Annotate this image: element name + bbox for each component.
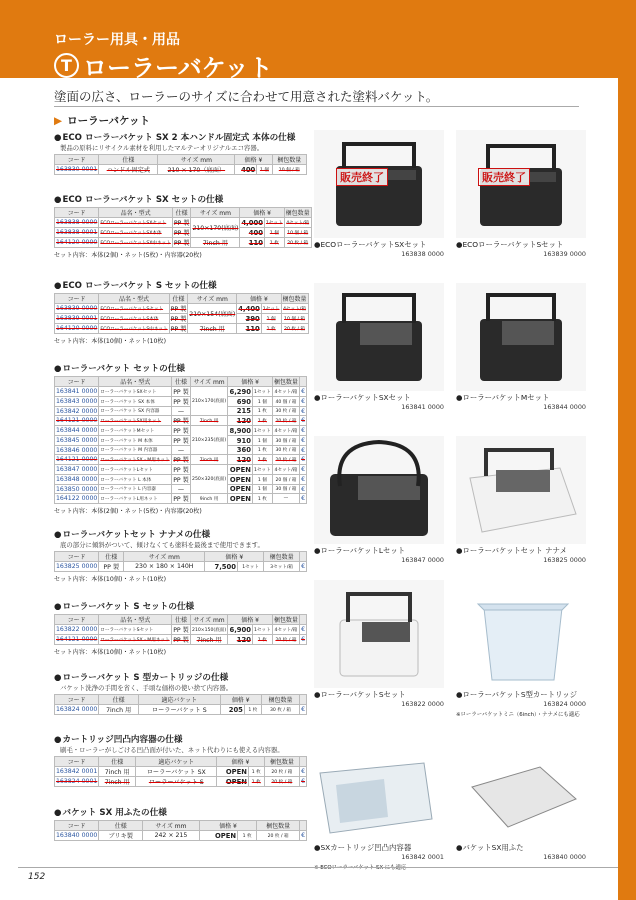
page-header	[0, 0, 636, 82]
table-row: 163842 0000 ローラーバケット SX 内容器 — 215 1 枚 30 枚 / 箱 €	[56, 407, 305, 415]
spec-block-lid: ●バケット SX 用ふたの仕様 コード 仕様 サイズ mm 価格 ¥ 梱包数量 163840 0000 ブリキ製 242 × 215 OPEN 1 枚 20 枚 / 箱 €	[54, 808, 305, 840]
product-name: ●ECOローラーバケットSXセット	[314, 240, 427, 249]
spec-table: コード 仕様 サイズ mm 価格 ¥ 梱包数量 163830 0001 ハンドル固定式 210 × 170（底面） 400 1 個 10 個 / 箱	[54, 154, 307, 175]
table-row: 163839 0000 ECOローラーバケットSセット PP 製 210×154(底面) 4,400 1セット 4セット/箱	[55, 304, 309, 314]
product-name: ●ECOローラーバケットSセット	[456, 240, 564, 249]
table-row: 163824 0001 7inch 用 ローラーバケット S OPEN 1 枚 20 枚 / 箱 €	[56, 777, 305, 786]
product-eco-s-set: 販売終了 ●ECOローラーバケットSセット 163839 0000	[456, 130, 586, 258]
t-mark-icon: T	[54, 53, 79, 78]
spec-block-s-set: ●ローラーバケット S セットの仕様 コード 品名・型式 仕様 サイズ mm 価格 ¥ 梱包数量 163822 0000 ローラーバケットSセット PP 製 210×150(底面) 6,900 1セット 4セット/箱 € 164121 0000 ローラーバケットSX・M用ネット PP 製 7inch 用 120 1 枚 20 枚 / 箱 € セット内容：本体(10個)・ネット(10枚)	[54, 602, 305, 656]
page-number: 152	[28, 872, 46, 882]
product-photo	[314, 283, 444, 391]
spec-table: コード 仕様 適応バケット 価格 ¥ 梱包数量 163842 0001 7inch 用 ローラーバケット SX OPEN 1 枚 20 枚 / 箱 € 163824 0001 7inch 用 ローラーバケット S OPEN 1 枚 20 枚 / 箱 €	[54, 756, 307, 787]
product-name: ●バケットSX用ふた	[456, 843, 524, 852]
bucket-black-icon	[456, 283, 586, 391]
product-s-cartridge: ●ローラーバケットS型カートリッジ 163824 0000 ※ローラーバケットミニ（6inch）・ナナメにも適応	[456, 580, 586, 718]
table-row: 163839 0001 ECOローラーバケットS本体 PP 製 390 1 個 10 個 / 箱	[55, 314, 309, 324]
table-row: 163822 0000 ローラーバケットSセット PP 製 210×150(底面) 6,900 1セット 4セット/箱 €	[56, 625, 305, 634]
table-row: 164121 0000 ローラーバケットSX用ネット PP 製 7inch 用 120 1 枚 20 枚 / 箱 €	[56, 416, 305, 425]
product-photo	[456, 436, 586, 544]
product-photo	[314, 733, 444, 841]
side-tab	[618, 0, 636, 900]
table-row: 163847 0000 ローラーバケットLセット PP 製 250×320(底面) OPEN 1セット 4セット/箱 €	[55, 465, 307, 475]
table-row: 163844 0000 ローラーバケットMセット PP 製 210×235(底面) 8,900 1セット 4セット/箱 €	[55, 426, 307, 436]
table-row: 164120 0000 ECOローラーバケットS中ネット PP 製 7inch 用 110 1 枚 20 枚 / 箱	[55, 324, 309, 334]
table-row: 163838 0001 ECOローラーバケットSX本体 PP 製 400 1 個 10 個 / 箱	[55, 228, 312, 238]
section-title: ▶ ローラーバケット	[54, 115, 151, 127]
product-photo	[456, 580, 586, 688]
spec-block-s-cartridge: ●ローラーバケット S 型カートリッジの仕様 バケット洗浄の手間を省く、手頃な価格の使い捨て内容器。 コード 仕様 適応バケット 価格 ¥ 梱包数量 163824 0000 7inch 用 ローラーバケット S 205 1 枚 30 枚 / 箱 €	[54, 673, 305, 714]
divider	[54, 106, 579, 107]
table-row: 163825 0000 PP 製 230 × 180 × 140H 7,500 1セット 3セット/箱 €	[56, 562, 305, 571]
header-subtitle: ローラー用具・用品	[54, 32, 180, 48]
table-row: 163830 0001 ハンドル固定式 210 × 170（底面） 400 1 個 10 個 / 箱	[55, 165, 307, 175]
spec-block-nanome: ●ローラーバケットセット ナナメの仕様 底の部分に傾斜がついて、傾けなくても塗料を最後まで使用できます。 コード 仕様 サイズ mm 価格 ¥ 梱包数量 163825 0000 PP 製 230 × 180 × 140H 7,500 1セット 3セット/箱 € セット内容：本体(10個)・ネット(10枚)	[54, 530, 305, 583]
table-row: 163843 0000 ローラーバケット SX 本体 PP 製 690 1 個 40 個 / 箱 €	[56, 397, 305, 406]
table-row: 163845 0000 ローラーバケット M 本体 PP 製 910 1 個 30 個 / 箱 €	[56, 436, 305, 445]
product-name: ●SXカートリッジ凹凸内容器	[314, 843, 412, 852]
table-row: 163850 0000 ローラーバケット L 内容器 — OPEN 1 個 30 個 / 箱 €	[56, 485, 305, 493]
spec-block-eco-s-set: ●ECO ローラーバケット S セットの仕様 コード 品名・型式 仕様 サイズ mm 価格 ¥ 梱包数量 163839 0000 ECOローラーバケットSセット PP 製 210×154(底面) 4,400 1セット 4セット/箱 163839 0001 ECOローラーバケットS本体 PP 製 390 1 個 10 個 / 箱 164120 0000 ECOローラーバケットS中ネット PP 製 7inch 用 110 1 枚 20 枚 / 箱 セット内容：本体(10個)・ネット(10枚)	[54, 281, 307, 345]
product-photo	[314, 130, 444, 238]
product-photo	[314, 436, 444, 544]
divider	[18, 867, 618, 868]
product-m-set: ●ローラーバケットMセット 163844 0000	[456, 283, 586, 411]
product-sx-lid: ●バケットSX用ふた 163840 0000	[456, 733, 586, 861]
product-photo	[456, 733, 586, 841]
lid-tin-icon	[456, 733, 586, 841]
product-sx-set: ●ローラーバケットSXセット 163841 0000	[314, 283, 444, 411]
bucket-white-icon	[456, 436, 586, 544]
header-title	[54, 48, 273, 83]
product-l-set: ●ローラーバケットLセット 163847 0000	[314, 436, 444, 564]
table-row: 163838 0000 ECOローラーバケットSXセット PP 製 210×170(底面) 4,000 1セット 4セット/箱	[55, 218, 312, 228]
product-name: ●ローラーバケットSセット	[314, 690, 406, 699]
table-row: 164121 0000 ローラーバケットSX・M用ネット PP 製 7inch 用 120 1 枚 20 枚 / 箱 €	[56, 455, 305, 464]
product-photo	[314, 580, 444, 688]
table-row: 163846 0000 ローラーバケット M 内容器 — 360 1 枚 30 枚 / 箱 €	[56, 446, 305, 454]
spec-block-eco-sx-body: ●ECO ローラーバケット SX 2 本ハンドル固定式 本体の仕様 製品の原料にリサイクル素材を利用したマルテーオリジナルエコ容器。 コード 仕様 サイズ mm 価格 ¥ 梱包数量 163830 0001 ハンドル固定式 210 × 170（底面） 400 1 個 10 個 / 箱	[54, 131, 307, 175]
discontinued-badge: 販売終了	[336, 168, 388, 186]
spec-table: コード 品名・型式 仕様 サイズ mm 価格 ¥ 梱包数量 163839 0000 ECOローラーバケットSセット PP 製 210×154(底面) 4,400 1セット 4セット/箱 163839 0001 ECOローラーバケットS本体 PP 製 390 1 個 10 個 / 箱 164120 0000 ECOローラーバケットS中ネット PP 製 7inch 用 110 1 枚 20 枚 / 箱	[54, 293, 309, 334]
product-nanome-set: ●ローラーバケットセット ナナメ 163825 0000	[456, 436, 586, 564]
spec-block-eco-sx-set: ●ECO ローラーバケット SX セットの仕様 コード 品名・型式 仕様 サイズ mm 価格 ¥ 梱包数量 163838 0000 ECOローラーバケットSXセット PP 製 210×170(底面) 4,000 1セット 4セット/箱 163838 0001 ECOローラーバケットSX本体 PP 製 400 1 個 10 個 / 箱 164120 0000 ECOローラーバケットSX中ネット PP 製 7inch 用 110 1 枚 20 枚 / 箱 セット内容：本体(2個)・ネット(5枚)・内容器(20枚)	[54, 195, 310, 259]
product-eco-sx-set: 販売終了 ●ECOローラーバケットSXセット 163838 0000	[314, 130, 444, 258]
cartridge-clear-icon	[456, 580, 586, 688]
product-name: ●ローラーバケットMセット	[456, 393, 550, 402]
product-photo	[456, 283, 586, 391]
product-sx-cartridge-inner: ●SXカートリッジ凹凸内容器 163842 0001 ※ ECOローラーバケット SX にも適応	[314, 733, 444, 871]
triangle-icon: ▶	[54, 115, 63, 127]
product-name: ●ローラーバケットセット ナナメ	[456, 546, 568, 555]
product-name: ●ローラーバケットS型カートリッジ	[456, 690, 577, 699]
table-row: 164120 0000 ECOローラーバケットSX中ネット PP 製 7inch 用 110 1 枚 20 枚 / 箱	[55, 238, 312, 248]
table-row: 163842 0001 7inch 用 ローラーバケット SX OPEN 1 枚 20 枚 / 箱 €	[56, 767, 305, 776]
spec-block-roller-bucket-set: ●ローラーバケット セットの仕様 コード 品名・型式 仕様 サイズ mm 価格 ¥ 梱包数量 163841 0000 ローラーバケットSXセット PP 製 210×170(底面) 6,290 1セット 4セット/箱 € 163843 0000 ローラーバケット SX 本体 PP 製 690 1 個 40 個 / 箱 € 163842 0000 ローラーバケット SX 内容器 — 215 1 枚 30 枚 / 箱 € 164121 0000 ローラーバケットSX用ネット PP 製 7inch 用 120 1 枚 20 枚 / 箱 € 163844 0000 ローラーバケットMセット PP 製 210×235(底面) 8,900 1セット 4セット/箱 € 163845 0000 ローラーバケット M 本体 PP 製 910 1 個 30 個 / 箱 € 163846 0000 ローラーバケット M 内容器 — 360 1 枚 30 枚 / 箱 € 164121 0000 ローラーバケットSX・M用ネット PP 製 7inch 用 120 1 枚 20 枚 / 箱 € 163847 0000 ローラーバケットLセット PP 製 250×320(底面) OPEN 1セット 4セット/箱 € 163848 0000 ローラーバケット L 本体 PP 製 OPEN 1 個 20 個 / 箱 € 163850 0000 ローラーバケット L 内容器 — OPEN 1 個 30 個 / 箱 € 164122 0000 ローラーバケットL用ネット PP 製 9inch 用 OPEN 1 枚 — € セット内容：本体(2個)・ネット(5枚)・内容器(20枚)	[54, 364, 305, 515]
cartridge-clear-icon	[314, 733, 444, 841]
header-title-text: ローラーバケット	[83, 54, 273, 82]
table-row: 164121 0000 ローラーバケットSX・M用ネット PP 製 7inch 用 120 1 枚 20 枚 / 箱 €	[56, 635, 305, 644]
bucket-black-icon	[314, 436, 444, 544]
product-name: ●ローラーバケットSXセット	[314, 393, 411, 402]
product-photo	[456, 130, 586, 238]
spec-table: コード 品名・型式 仕様 サイズ mm 価格 ¥ 梱包数量 163838 0000 ECOローラーバケットSXセット PP 製 210×170(底面) 4,000 1セット 4セット/箱 163838 0001 ECOローラーバケットSX本体 PP 製 400 1 個 10 個 / 箱 164120 0000 ECOローラーバケットSX中ネット PP 製 7inch 用 110 1 枚 20 枚 / 箱	[54, 207, 312, 248]
spec-table: コード 仕様 適応バケット 価格 ¥ 梱包数量 163824 0000 7inch 用 ローラーバケット S 205 1 枚 30 枚 / 箱 €	[54, 694, 307, 715]
spec-table: コード 品名・型式 仕様 サイズ mm 価格 ¥ 梱包数量 163822 0000 ローラーバケットSセット PP 製 210×150(底面) 6,900 1セット 4セット/箱 € 164121 0000 ローラーバケットSX・M用ネット PP 製 7inch 用 120 1 枚 20 枚 / 箱 €	[54, 614, 307, 645]
product-name: ●ローラーバケットLセット	[314, 546, 406, 555]
product-s-set: ●ローラーバケットSセット 163822 0000	[314, 580, 444, 708]
spec-block-cartridge-inner: ●カートリッジ凹凸内容器の仕様 刷毛・ローラーがしごける凹凸面が付いた、ネット代わりにも使える内容器。 コード 仕様 適応バケット 価格 ¥ 梱包数量 163842 0001 7inch 用 ローラーバケット SX OPEN 1 枚 20 枚 / 箱 € 163824 0001 7inch 用 ローラーバケット S OPEN 1 枚 20 枚 / 箱 €	[54, 735, 305, 786]
spec-table: コード 品名・型式 仕様 サイズ mm 価格 ¥ 梱包数量 163841 0000 ローラーバケットSXセット PP 製 210×170(底面) 6,290 1セット 4セット/箱 € 163843 0000 ローラーバケット SX 本体 PP 製 690 1 個 40 個 / 箱 € 163842 0000 ローラーバケット SX 内容器 — 215 1 枚 30 枚 / 箱 € 164121 0000 ローラーバケットSX用ネット PP 製 7inch 用 120 1 枚 20 枚 / 箱 € 163844 0000 ローラーバケットMセット PP 製 210×235(底面) 8,900 1セット 4セット/箱 € 163845 0000 ローラーバケット M 本体 PP 製 910 1 個 30 個 / 箱 € 163846 0000 ローラーバケット M 内容器 — 360 1 枚 30 枚 / 箱 € 164121 0000 ローラーバケットSX・M用ネット PP 製 7inch 用 120 1 枚 20 枚 / 箱 € 163847 0000 ローラーバケットLセット PP 製 250×320(底面) OPEN 1セット 4セット/箱 € 163848 0000 ローラーバケット L 本体 PP 製 OPEN 1 個 20 個 / 箱 € 163850 0000 ローラーバケット L 内容器 — OPEN 1 個 30 個 / 箱 € 164122 0000 ローラーバケットL用ネット PP 製 9inch 用 OPEN 1 枚 — €	[54, 376, 307, 504]
table-row: 163841 0000 ローラーバケットSXセット PP 製 210×170(底面) 6,290 1セット 4セット/箱 €	[55, 387, 307, 397]
bucket-white-icon	[314, 580, 444, 688]
table-row: 163840 0000 ブリキ製 242 × 215 OPEN 1 枚 20 枚 / 箱 €	[56, 831, 305, 840]
bucket-black-icon	[314, 283, 444, 391]
spec-table: コード 仕様 サイズ mm 価格 ¥ 梱包数量 163825 0000 PP 製 230 × 180 × 140H 7,500 1セット 3セット/箱 €	[54, 551, 307, 572]
table-row: 163848 0000 ローラーバケット L 本体 PP 製 OPEN 1 個 20 個 / 箱 €	[56, 475, 305, 484]
spec-table: コード 仕様 サイズ mm 価格 ¥ 梱包数量 163840 0000 ブリキ製 242 × 215 OPEN 1 枚 20 枚 / 箱 €	[54, 820, 307, 841]
intro-text: 塗面の広さ、ローラーのサイズに合わせて用意された塗料バケット。	[54, 89, 439, 104]
table-row: 163824 0000 7inch 用 ローラーバケット S 205 1 枚 30 枚 / 箱 €	[56, 705, 305, 714]
discontinued-badge: 販売終了	[478, 168, 530, 186]
table-row: 164122 0000 ローラーバケットL用ネット PP 製 9inch 用 OPEN 1 枚 — €	[56, 494, 305, 503]
